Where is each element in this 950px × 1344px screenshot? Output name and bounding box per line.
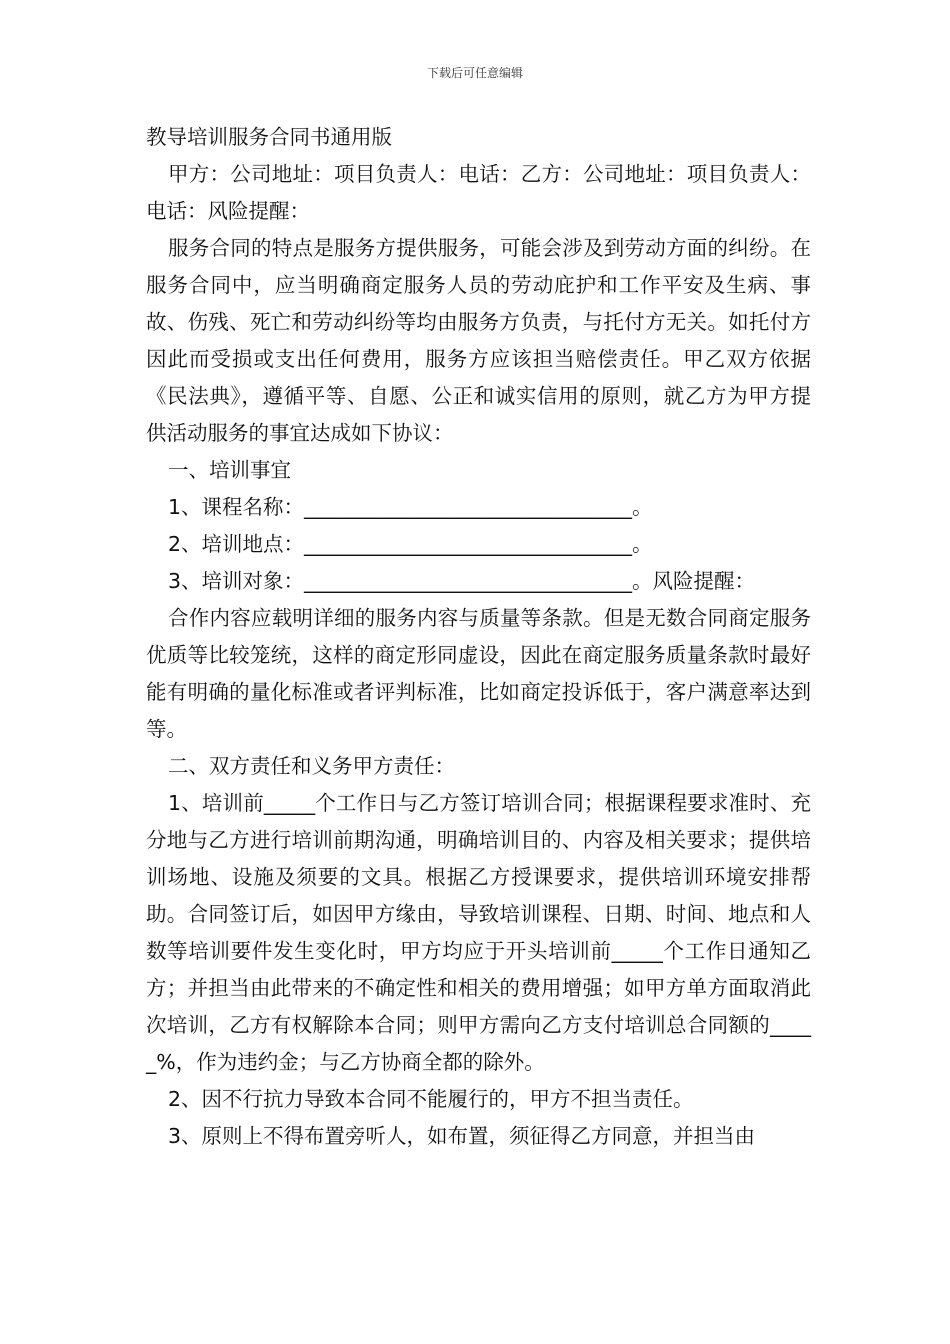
clause-1-paragraph: 1、培训前_____个工作日与乙方签订培训合同；根据课程要求准时、充分地与乙方进行培训前期沟通，明确培训目的、内容及相关要求；提供培训场地、设施及须要的文具。根据乙方授课要求，提供培训环境安排帮助。合同签订后，如因甲方缘由，导致培训课程、日期、时间、地点和人数等培训要件发生变化时，甲方均应于开头培训前_____个工作日通知乙方；并担当由此带来的不确定性和相关的费用增强；如甲方单方面取消此次培训，乙方有权解除本合同；则甲方需向乙方支付培训总合同额的_____%，作为违约金；与乙方协商全都的除外。 — [146, 791, 811, 1074]
course-name-line: 1、课程名称：________________________________。 — [168, 495, 653, 519]
document-title: 教导培训服务合同书通用版 — [146, 125, 392, 149]
training-target-line: 3、培训对象：________________________________。风险提醒： — [168, 569, 756, 593]
page-header: 下载后可任意编辑 — [426, 66, 523, 80]
parties-paragraph: 甲方：公司地址：项目负责人：电话：乙方：公司地址：项目负责人：电话：风险提醒： — [146, 162, 811, 223]
document-body — [146, 119, 811, 1155]
section-heading-responsibilities: 二、双方责任和义务甲方责任： — [168, 754, 455, 778]
section-heading-training: 一、培训事宜 — [168, 458, 291, 482]
clause-3-paragraph: 3、原则上不得布置旁听人，如布置，须征得乙方同意，并担当由 — [168, 1124, 756, 1148]
risk-note-paragraph: 服务合同的特点是服务方提供服务，可能会涉及到劳动方面的纠纷。在服务合同中，应当明确商定服务人员的劳动庇护和工作平安及生病、事故、伤残、死亡和劳动纠纷等均由服务方负责，与托付方无关。如托付方因此而受损或支出任何费用，服务方应该担当赔偿责任。甲乙双方依据《民法典》，遵循平等、自愿、公正和诚实信用的原则，就乙方为甲方提供活动服务的事宜达成如下协议： — [146, 236, 811, 445]
clause-2-paragraph: 2、因不行抗力导致本合同不能履行的，甲方不担当责任。 — [168, 1087, 694, 1111]
cooperation-paragraph: 合作内容应载明详细的服务内容与质量等条款。但是无数合同商定服务优质等比较笼统，这样的商定形同虚设，因此在商定服务质量条款时最好能有明确的量化标准或者评判标准，比如商定投诉低于，客户满意率达到等。 — [146, 606, 811, 741]
training-location-line: 2、培训地点：________________________________。 — [168, 532, 653, 556]
